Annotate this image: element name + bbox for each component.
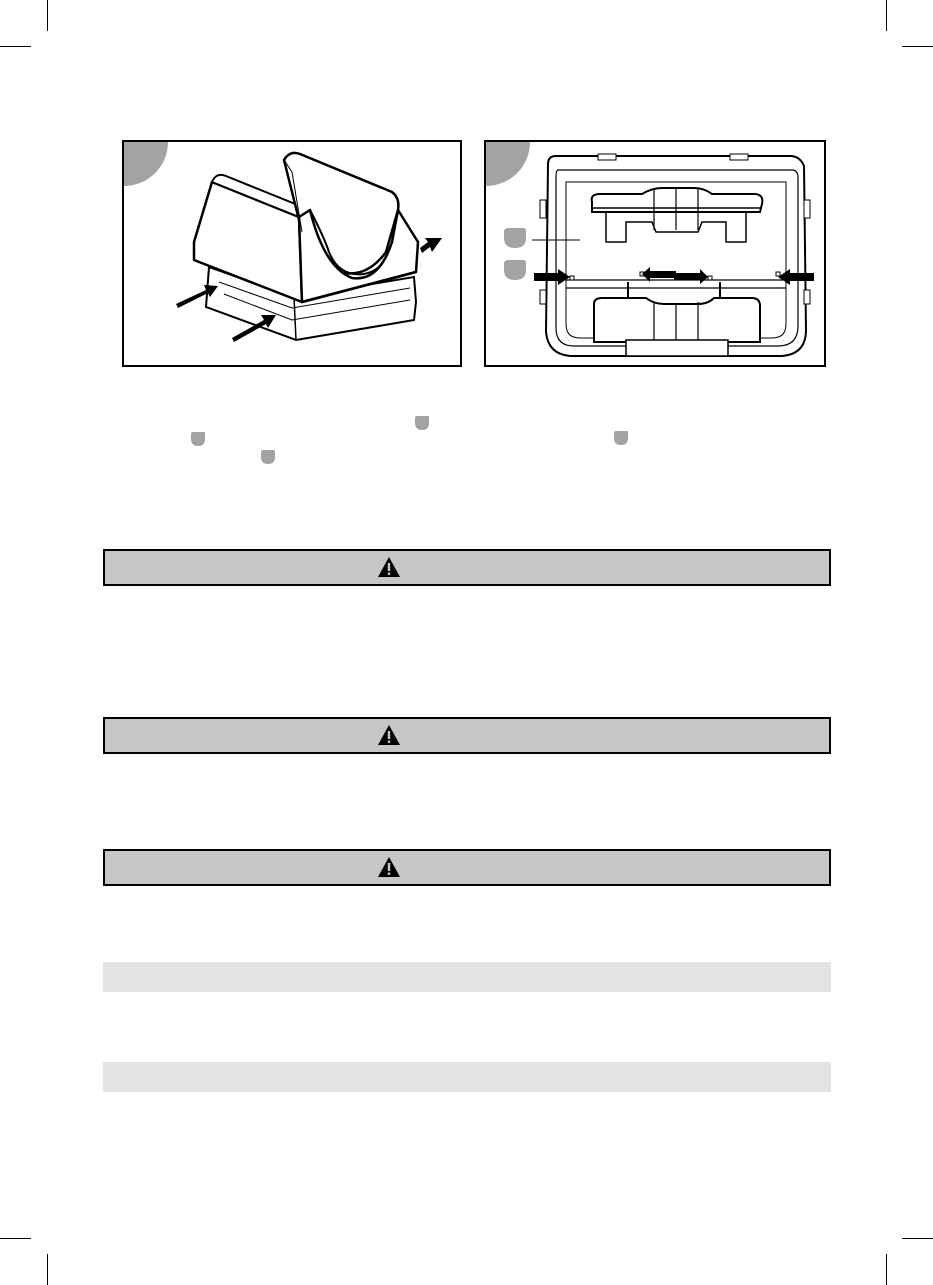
warning-triangle-icon <box>377 724 401 746</box>
section-header-bar <box>103 1062 831 1092</box>
figure-1 <box>122 140 462 367</box>
crop-mark <box>47 1254 48 1285</box>
crop-mark <box>47 0 48 31</box>
step-badge-1 <box>124 142 168 186</box>
callout-a <box>504 228 526 248</box>
warning-bar <box>103 549 831 586</box>
warning-triangle-icon <box>377 856 401 878</box>
tray-top-view-illustration <box>486 142 824 365</box>
marker-badge-icon <box>190 431 206 447</box>
warning-triangle-icon <box>377 556 401 578</box>
crop-mark <box>886 1254 887 1285</box>
section-header-bar <box>103 962 831 992</box>
step-badge-2 <box>486 142 530 186</box>
figure-2 <box>484 140 826 367</box>
warning-bar <box>103 717 831 754</box>
crop-mark <box>886 0 887 31</box>
crop-mark <box>902 1238 933 1239</box>
callout-b <box>504 260 526 280</box>
cradle-illustration <box>124 142 460 365</box>
crop-mark <box>902 46 933 47</box>
marker-badge-icon <box>414 415 430 431</box>
marker-badge-icon <box>613 430 629 446</box>
crop-mark <box>0 46 31 47</box>
crop-mark <box>0 1238 31 1239</box>
warning-bar <box>103 849 831 886</box>
marker-badge-icon <box>260 449 276 465</box>
